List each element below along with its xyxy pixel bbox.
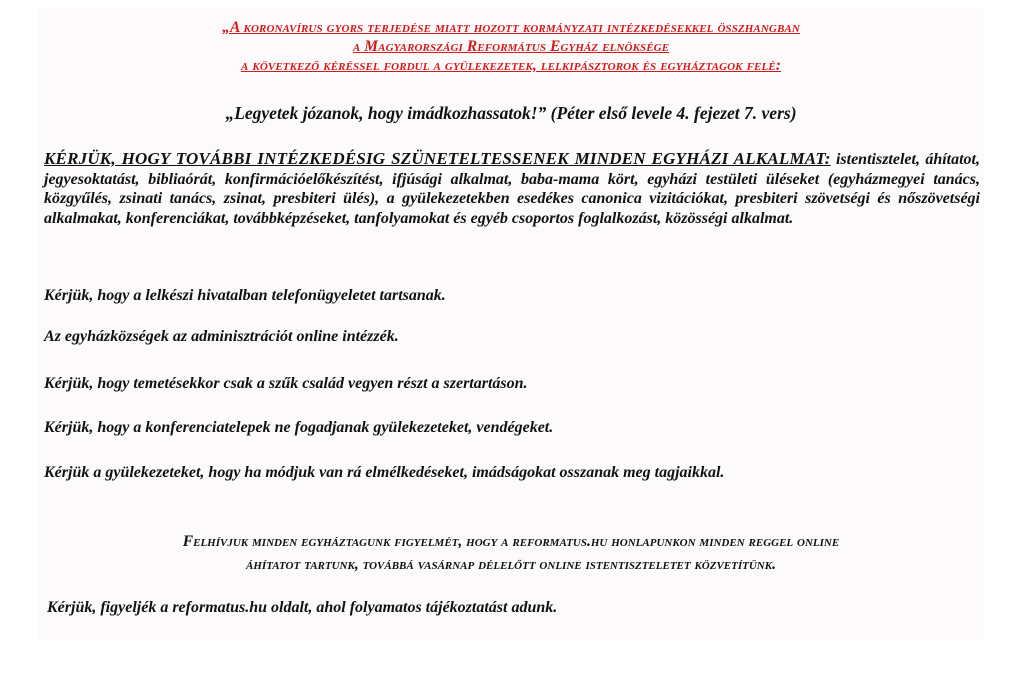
heading-line-2: a Magyarországi Református Egyház elnöksége — [352, 38, 670, 55]
request-lead: KÉRJÜK, HOGY TOVÁBBI INTÉZKEDÉSIG SZÜNETELTESSENEK MINDEN EGYHÁZI ALKALMAT: — [44, 149, 831, 168]
paragraph-conference-sites: Kérjük, hogy a konferenciatelepek ne fogadjanak gyülekezeteket, vendégeket. — [44, 419, 554, 436]
heading-line-1: „A koronavírus gyors terjedése miatt hozott kormányzati intézkedésekkel összhangban — [222, 19, 800, 36]
paragraph-online-admin: Az egyházközségek az adminisztrációt online intézzék. — [44, 328, 399, 345]
notice-line-2: áhítatot tartunk, továbbá vasárnap délelőtt online istentiszteletet közvetítünk. — [246, 556, 776, 573]
document-page — [38, 8, 984, 640]
request-body: istentisztelet, áhítatot, jegyesoktatást, bibliaórát, konfirmációelőkészítést, ifjúsági alkalmat, baba-mama kört, egyházi testületi üléseket (egyházmegyei tanács, közgyűlés, zsinati tanács, zsinat, presbiteri ülés), a gyülekezetekben esedékes canonica vizitációkat, presbiteri szövetségi és nőszövetségi alkalmakat, konferenciákat, továbbképzéseket, tanfolyamokat és egyéb csoportos foglalkozást, közösségi alkalmat. — [44, 151, 980, 227]
closing-paragraph: Kérjük, figyeljék a reformatus.hu oldalt, ahol folyamatos tájékoztatást adunk. — [47, 599, 558, 616]
paragraph-phone-duty: Kérjük, hogy a lelkészi hivatalban telefonügyeletet tartsanak. — [44, 287, 446, 304]
heading-line-3: a következő kéréssel fordul a gyülekezetek, lelkipásztorok és egyháztagok felé: — [241, 57, 781, 74]
paragraph-reflections: Kérjük a gyülekezeteket, hogy ha módjuk van rá elmélkedéseket, imádságokat osszanak meg tagjaikkal. — [44, 464, 725, 481]
bible-verse-motto: „Legyetek józanok, hogy imádkozhassatok!” (Péter első levele 4. fejezet 7. vers) — [225, 103, 797, 123]
paragraph-funerals: Kérjük, hogy temetésekkor csak a szűk család vegyen részt a szertartáson. — [44, 375, 528, 392]
request-block — [44, 149, 980, 228]
notice-line-1: Felhívjuk minden egyháztagunk figyelmét, hogy a reformatus.hu honlapunkon minden reggel online — [182, 533, 840, 550]
